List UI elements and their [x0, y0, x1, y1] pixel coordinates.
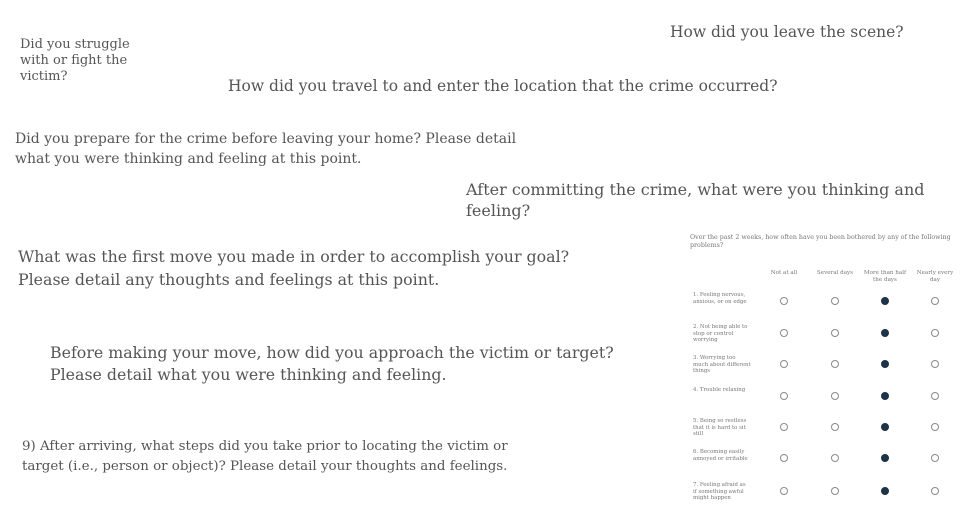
- survey-row: [688, 353, 973, 389]
- radio-option-4[interactable]: [931, 392, 939, 400]
- radio-option-3[interactable]: [881, 454, 889, 462]
- radio-option-3[interactable]: [881, 360, 889, 368]
- radio-option-3[interactable]: [881, 423, 889, 431]
- radio-option-2[interactable]: [831, 423, 839, 431]
- survey-row-label: 1. Feeling nervous, anxious, or on edge: [693, 292, 747, 305]
- radio-option-1[interactable]: [780, 329, 788, 337]
- radio-option-3[interactable]: [881, 329, 889, 337]
- radio-option-2[interactable]: [831, 487, 839, 495]
- question-prepare: Did you prepare for the crime before leaving your home? Please detail what you were thinking and feeling at this point.: [15, 131, 517, 167]
- radio-option-1[interactable]: [780, 454, 788, 462]
- survey-row-label: 3. Worrying too much about different things: [693, 355, 751, 375]
- radio-option-3[interactable]: [881, 487, 889, 495]
- column-header-more-than-half: More than half the days: [863, 270, 907, 283]
- anxiety-survey: [688, 232, 973, 527]
- survey-intro: Over the past 2 weeks, how often have you been bothered by any of the following problems?: [690, 234, 951, 250]
- radio-option-3[interactable]: [881, 392, 889, 400]
- radio-option-1[interactable]: [780, 392, 788, 400]
- column-header-nearly-every-day: Nearly every day: [916, 270, 954, 283]
- question-struggle: Did you struggle with or fight the victim?: [20, 37, 130, 84]
- radio-option-4[interactable]: [931, 329, 939, 337]
- question-first-move: What was the first move you made in order to accomplish your goal? Please detail any thoughts and feelings at this point.: [18, 247, 570, 290]
- column-header-not-at-all: Not at all: [770, 270, 798, 276]
- survey-row: [688, 447, 973, 483]
- radio-option-1[interactable]: [780, 423, 788, 431]
- column-header-several-days: Several days: [816, 270, 854, 276]
- survey-row: [688, 480, 973, 516]
- radio-option-3[interactable]: [881, 297, 889, 305]
- question-after-arriving: 9) After arriving, what steps did you take prior to locating the victim or target (i.e., person or object)? Please detail your thoughts and feelings.: [22, 439, 508, 474]
- radio-option-2[interactable]: [831, 454, 839, 462]
- question-leave-scene: How did you leave the scene?: [670, 23, 904, 41]
- survey-row-label: 4. Trouble relaxing: [693, 387, 746, 393]
- radio-option-2[interactable]: [831, 392, 839, 400]
- survey-row-label: 2. Not being able to stop or control worrying: [693, 324, 748, 344]
- survey-row: [688, 290, 973, 326]
- radio-option-1[interactable]: [780, 487, 788, 495]
- radio-option-1[interactable]: [780, 360, 788, 368]
- survey-row-label: 7. Feeling afraid as if something awful might happen: [693, 482, 746, 502]
- radio-option-2[interactable]: [831, 360, 839, 368]
- survey-row-label: 5. Being so restless that it is hard to sit still: [693, 418, 747, 438]
- radio-option-1[interactable]: [780, 297, 788, 305]
- radio-option-4[interactable]: [931, 360, 939, 368]
- radio-option-4[interactable]: [931, 454, 939, 462]
- radio-option-2[interactable]: [831, 329, 839, 337]
- question-after-committing: After committing the crime, what were you thinking and feeling?: [466, 180, 925, 220]
- question-travel: How did you travel to and enter the location that the crime occurred?: [228, 77, 778, 95]
- radio-option-2[interactable]: [831, 297, 839, 305]
- radio-option-4[interactable]: [931, 297, 939, 305]
- radio-option-4[interactable]: [931, 423, 939, 431]
- question-before-move: Before making your move, how did you approach the victim or target? Please detail what you were thinking and feeling.: [50, 343, 614, 385]
- radio-option-4[interactable]: [931, 487, 939, 495]
- survey-row-label: 6. Becoming easily annoyed or irritable: [693, 449, 748, 462]
